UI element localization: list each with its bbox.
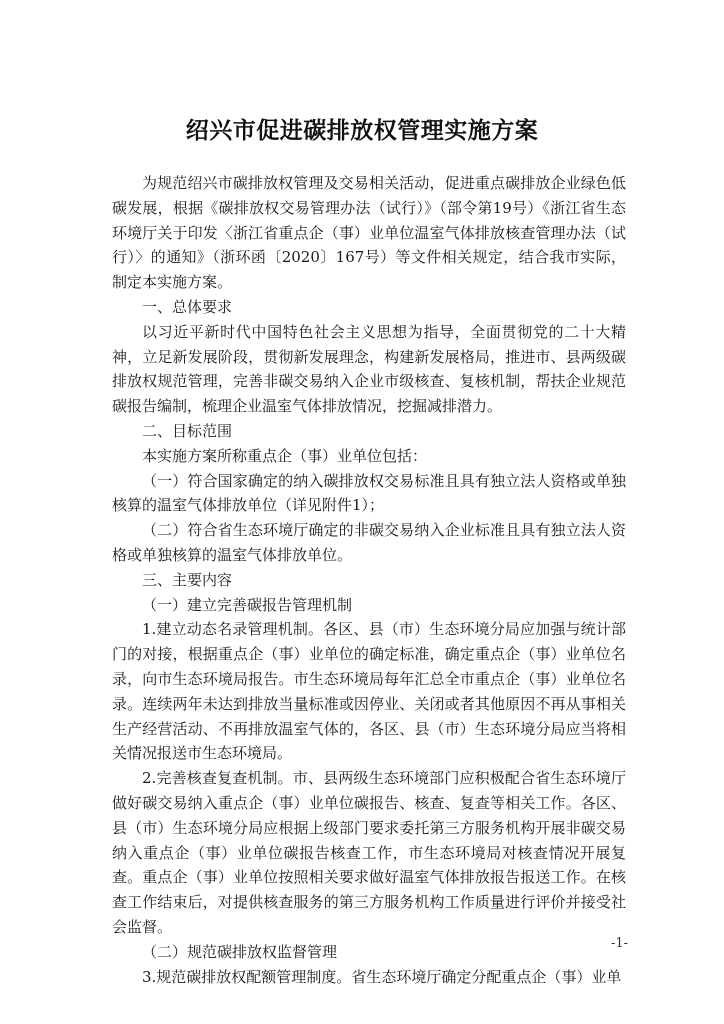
subheading-supervision: （二）规范碳排放权监督管理 <box>142 942 338 961</box>
paragraph-scope-item-1: （一）符合国家确定的纳入碳排放权交易标准且具有独立法人资格或单独核算的温室气体排放单位（详见附件1）； <box>112 471 626 515</box>
paragraph-scope-intro: 本实施方案所称重点企（事）业单位包括： <box>142 446 428 465</box>
paragraph-general-requirements: 以习近平新时代中国特色社会主义思想为指导，全面贯彻党的二十大精神，立足新发展阶段，贯彻新发展理念，构建新发展格局，推进市、县两级碳排放权规范管理，完善非碳交易纳入企业市级核查、复核机制，帮扶企业规范碳报告编制，梳理企业温室气体排放情况，挖掘减排潜力。 <box>112 322 626 416</box>
heading-general-requirements: 一、总体要求 <box>142 297 233 316</box>
heading-target-scope: 二、目标范围 <box>142 421 233 440</box>
paragraph-item-1: 1.建立动态名录管理机制。各区、县（市）生态环境分局应加强与统计部门的对接，根据重点企（事）业单位的确定标准，确定重点企（事）业单位名录，向市生态环境局报告。市生态环境局每年汇总全市重点企（事）业单位名录。连续两年未达到排放当量标准或因停业、关闭或者其他原因不再从事相关生产经营活动、不再排放温室气体的，各区、县（市）生态环境分局应当将相关情况报送市生态环境局。 <box>112 620 626 763</box>
page-number: -1- <box>610 936 628 951</box>
subheading-report-mechanism: （一）建立完善碳报告管理机制 <box>142 595 353 614</box>
paragraph-intro: 为规范绍兴市碳排放权管理及交易相关活动，促进重点碳排放企业绿色低碳发展，根据《碳排放权交易管理办法（试行）》（部令第19号）《浙江省生态环境厅关于印发〈浙江省重点企（事）业单位温室气体排放核查管理办法（试行）〉的通知》（浙环函〔2020〕167号）等文件相关规定，结合我市实际，制定本实施方案。 <box>112 174 626 292</box>
paragraph-scope-item-2: （二）符合省生态环境厅确定的非碳交易纳入企业标准且具有独立法人资格或单独核算的温室气体排放单位。 <box>112 521 626 564</box>
heading-main-content: 三、主要内容 <box>142 570 233 589</box>
paragraph-item-3: 3.规范碳排放权配额管理制度。省生态环境厅确定分配重点企（事）业单 <box>142 967 622 986</box>
document-title: 绍兴市促进碳排放权管理实施方案 <box>185 118 539 144</box>
paragraph-item-2: 2.完善核查复查机制。市、县两级生态环境部门应积极配合省生态环境厅做好碳交易纳入重点企（事）业单位碳报告、核查、复查等相关工作。各区、县（市）生态环境分局应根据上级部门要求委托第三方服务机构开展非碳交易纳入重点企（事）业单位碳报告核查工作，市生态环境局对核查情况开展复查。重点企（事）业单位按照相关要求做好温室气体排放报告报送工作。在核查工作结束后，对提供核查服务的第三方服务机构工作质量进行评价并接受社会监督。 <box>112 769 626 936</box>
document-body <box>112 171 626 989</box>
